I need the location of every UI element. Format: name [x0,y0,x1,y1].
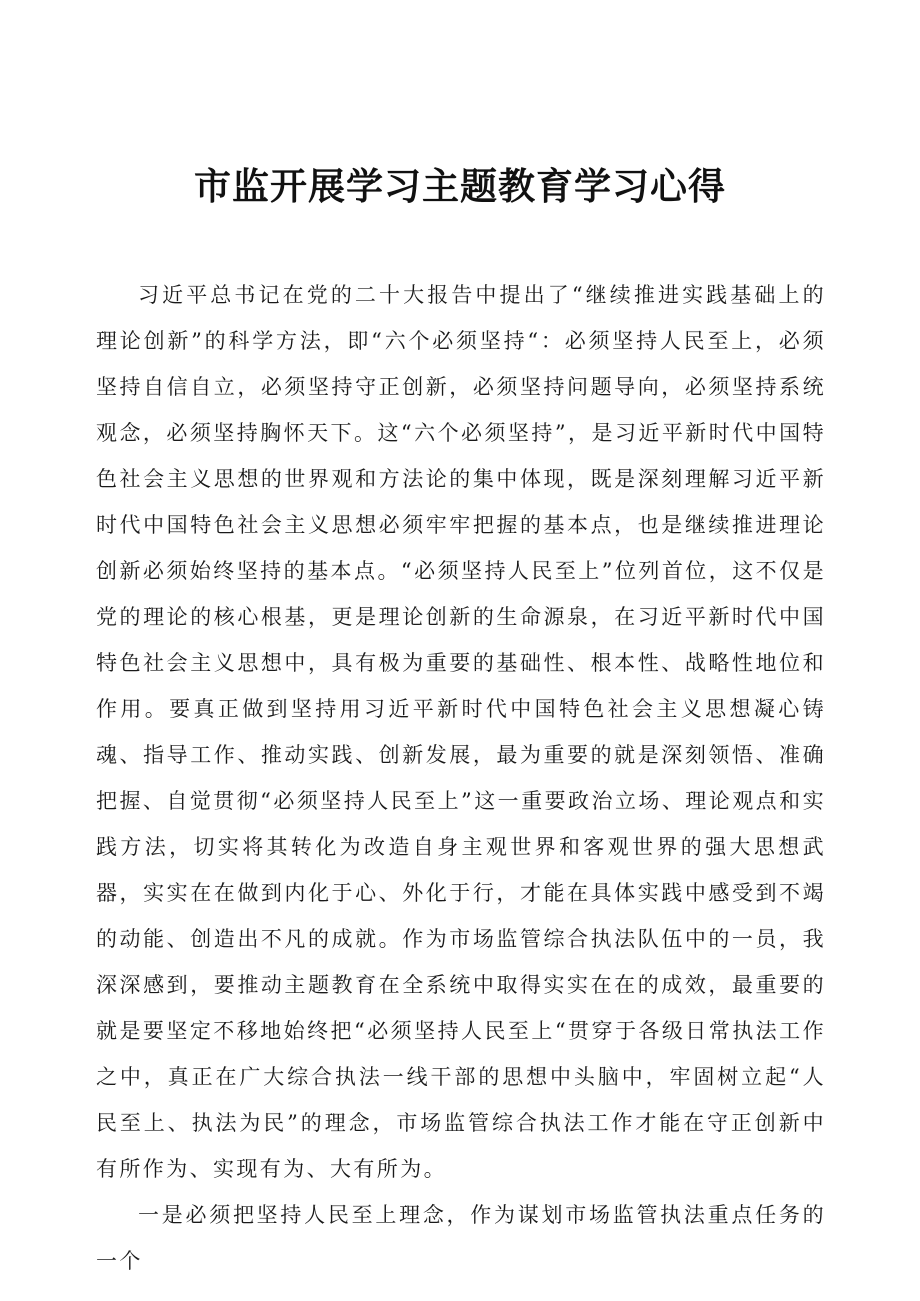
document-body [96,272,826,1284]
paragraph-1: 习近平总书记在党的二十大报告中提出了“继续推进实践基础上的理论创新”的科学方法，即“六个必须坚持“：必须坚持人民至上，必须坚持自信自立，必须坚持守正创新，必须坚持问题导向，必须坚持系统观念，必须坚持胸怀天下。这“六个必须坚持”，是习近平新时代中国特色社会主义思想的世界观和方法论的集中体现，既是深刻理解习近平新时代中国特色社会主义思想必须牢牢把握的基本点，也是继续推进理论创新必须始终坚持的基本点。“必须坚持人民至上”位列首位，这不仅是党的理论的核心根基，更是理论创新的生命源泉，在习近平新时代中国特色社会主义思想中，具有极为重要的基础性、根本性、战略性地位和作用。要真正做到坚持用习近平新时代中国特色社会主义思想凝心铸魂、指导工作、推动实践、创新发展，最为重要的就是深刻领悟、准确把握、自觉贯彻“必须坚持人民至上”这一重要政治立场、理论观点和实践方法，切实将其转化为改造自身主观世界和客观世界的强大思想武器，实实在在做到内化于心、外化于行，才能在具体实践中感受到不竭的动能、创造出不凡的成就。作为市场监管综合执法队伍中的一员，我深深感到，要推动主题教育在全系统中取得实实在在的成效，最重要的就是要坚定不移地始终把“必须坚持人民至上“贯穿于各级日常执法工作之中，真正在广大综合执法一线干部的思想中头脑中，牢固树立起“人民至上、执法为民”的理念，市场监管综合执法工作才能在守正创新中有所作为、实现有为、大有所为。 [96,283,826,1181]
paragraph-2: 一是必须把坚持人民至上理念，作为谋划市场监管执法重点任务的一个 [96,1203,826,1273]
document-title: 市监开展学习主题教育学习心得 [194,165,726,208]
